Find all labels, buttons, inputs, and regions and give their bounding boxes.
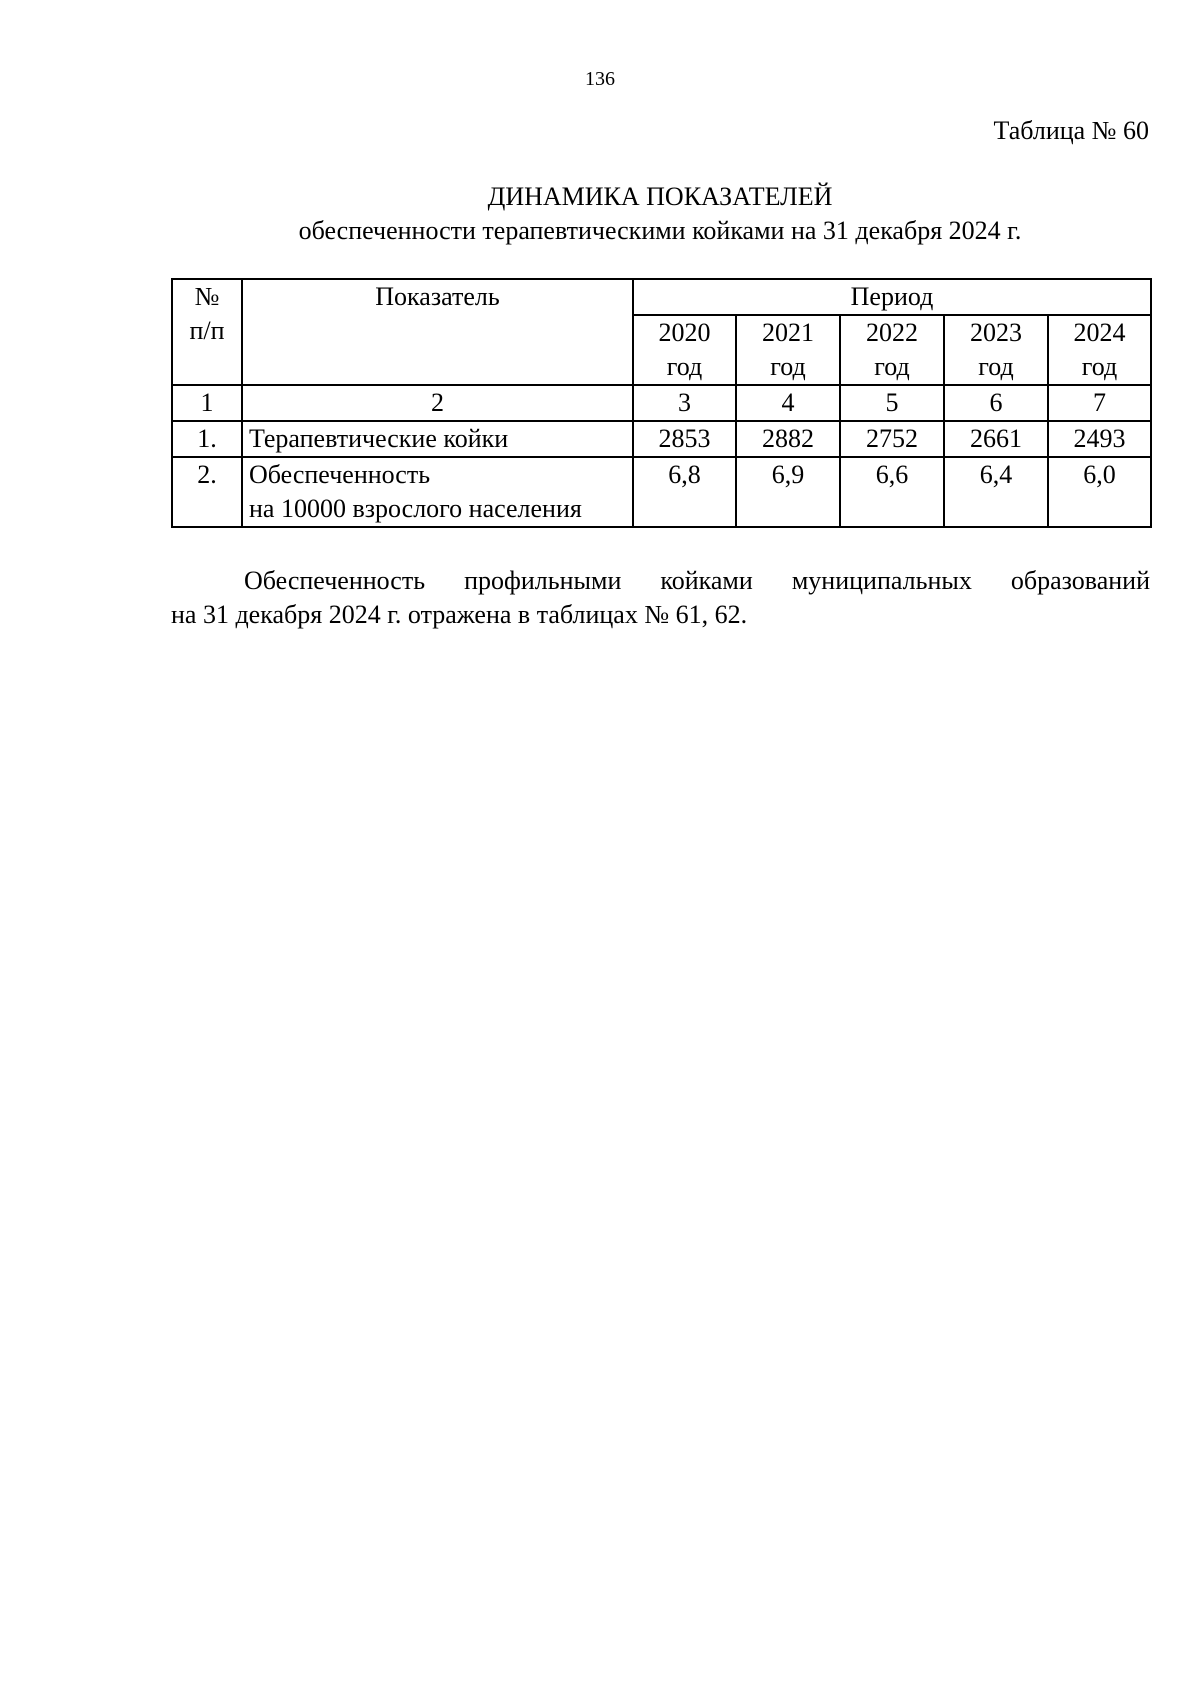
year-value: 2023 bbox=[970, 318, 1022, 347]
body-paragraph bbox=[171, 564, 1150, 632]
table-row bbox=[172, 457, 1151, 527]
year-value: 2020 bbox=[658, 318, 711, 347]
header-period: Период bbox=[633, 279, 1151, 315]
column-number: 3 bbox=[633, 385, 736, 421]
document-subtitle: обеспеченности терапевтическими койками на 31 декабря 2024 г. bbox=[298, 216, 1022, 245]
title-block bbox=[170, 180, 1150, 248]
indicators-table bbox=[171, 278, 1152, 528]
row-value: 2493 bbox=[1048, 421, 1151, 457]
year-unit: год bbox=[978, 352, 1014, 381]
year-unit: год bbox=[666, 352, 703, 381]
header-number bbox=[172, 279, 242, 385]
row-value: 6,4 bbox=[944, 457, 1048, 527]
year-value: 2022 bbox=[866, 318, 918, 347]
header-number-symbol: № bbox=[194, 282, 220, 311]
row-value: 6,6 bbox=[840, 457, 944, 527]
row-value: 6,9 bbox=[736, 457, 840, 527]
column-number: 4 bbox=[736, 385, 840, 421]
row-label: Терапевтические койки bbox=[242, 421, 633, 457]
document-title: ДИНАМИКА ПОКАЗАТЕЛЕЙ bbox=[487, 182, 833, 211]
row-value: 2853 bbox=[633, 421, 736, 457]
table-header-row bbox=[172, 279, 1151, 315]
header-year bbox=[944, 315, 1048, 385]
year-value: 2024 bbox=[1073, 318, 1126, 347]
row-value: 2882 bbox=[736, 421, 840, 457]
column-number: 1 bbox=[172, 385, 242, 421]
row-value: 6,0 bbox=[1048, 457, 1151, 527]
header-year bbox=[633, 315, 736, 385]
row-number: 2. bbox=[172, 457, 242, 527]
row-label bbox=[242, 457, 633, 527]
table-label: Таблица № 60 bbox=[993, 116, 1149, 145]
column-numbers-row bbox=[172, 385, 1151, 421]
header-year bbox=[736, 315, 840, 385]
column-number: 2 bbox=[242, 385, 633, 421]
column-number: 5 bbox=[840, 385, 944, 421]
page-number: 136 bbox=[585, 68, 615, 90]
row-value: 6,8 bbox=[633, 457, 736, 527]
year-unit: год bbox=[770, 352, 806, 381]
table-row bbox=[172, 421, 1151, 457]
header-indicator: Показатель bbox=[242, 279, 633, 385]
year-value: 2021 bbox=[762, 318, 814, 347]
row-label-line2: на 10000 взрослого населения bbox=[249, 494, 582, 523]
year-unit: год bbox=[874, 352, 910, 381]
header-year bbox=[1048, 315, 1151, 385]
row-value: 2752 bbox=[840, 421, 944, 457]
row-number: 1. bbox=[172, 421, 242, 457]
column-number: 6 bbox=[944, 385, 1048, 421]
year-unit: год bbox=[1081, 352, 1118, 381]
column-number: 7 bbox=[1048, 385, 1151, 421]
paragraph-line-1: Обеспеченность профильными койками муниципальных образований bbox=[244, 566, 1150, 595]
row-value: 2661 bbox=[944, 421, 1048, 457]
row-label-line1: Обеспеченность bbox=[249, 460, 431, 489]
paragraph-line-2: на 31 декабря 2024 г. отражена в таблицах № 61, 62. bbox=[171, 600, 748, 629]
header-number-abbr: п/п bbox=[189, 316, 225, 345]
header-year bbox=[840, 315, 944, 385]
